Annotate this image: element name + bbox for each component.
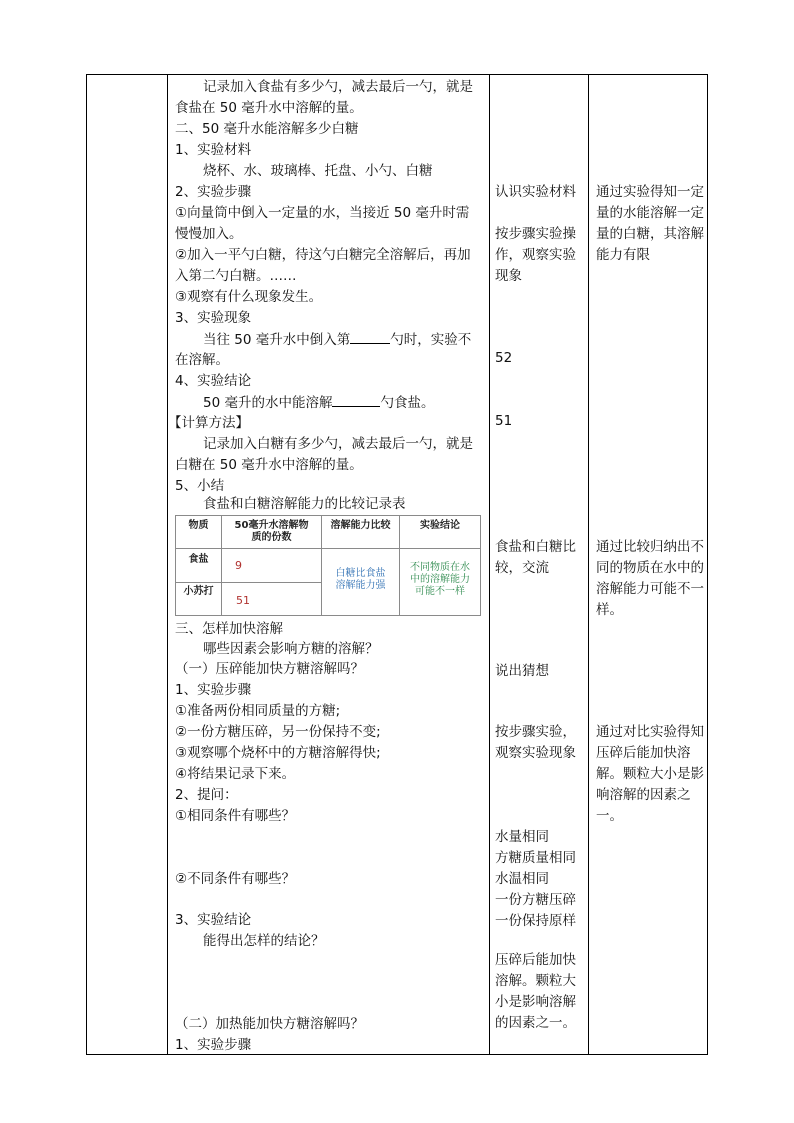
text-line: ④将结果记录下来。 [175,766,296,782]
text-line-fill-blank [203,329,471,351]
subheading: 2、实验步骤 [175,184,252,200]
inner-table-caption: 食盐和白糖溶解能力的比较记录表 [203,496,406,512]
text-line: 记录加入白糖有多少勺，减去最后一勺，就是 [203,436,473,452]
text-segment: 50 毫升的水中能溶解 [203,395,333,411]
text-line: 烧杯、水、玻璃棒、托盘、小勺、白糖 [203,163,433,179]
text-line: 白糖在 50 毫升水中溶解的量。 [175,457,363,473]
comparison-result-line2: 溶解能力强 [335,580,386,591]
answer-line: 水量相同 [495,829,549,845]
table-top-border [86,74,708,75]
text-line: 在溶解。 [175,352,229,368]
table-border-col1 [167,74,168,1055]
table-grid-line [176,548,480,549]
subheading: （二）加热能加快方糖溶解吗？ [175,1016,364,1032]
student-activity: 按步骤实验，观察实验现象 [495,724,576,761]
answer-value: 51 [495,413,513,429]
comparison-result-line1: 白糖比食盐 [335,568,386,579]
text-line: 入第二勺白糖。…… [175,268,297,284]
subheading: 【计算方法】 [168,415,249,431]
conclusion-line1: 不同物质在水 [410,562,470,573]
text-line: 慢慢加入。 [175,226,243,242]
text-line: 能得出怎样的结论？ [203,933,325,949]
header-comparison: 溶解能力比较 [330,520,391,531]
text-line: ①向量筒中倒入一定量的水，当接近 50 毫升时需 [175,205,470,221]
student-activity: 按步骤实验操作，观察实验现象 [495,226,576,284]
header-portions [222,520,321,544]
table-border-col3 [588,74,589,1055]
text-segment: 勺食盐。 [380,395,435,411]
text-line: 哪些因素会影响方糖的溶解？ [203,641,379,657]
text-line: 食盐在 50 毫升水中溶解的量。 [175,100,363,116]
row-salt-value: 9 [235,559,242,572]
text-line: ③观察哪个烧杯中的方糖溶解得快; [175,745,381,761]
subheading: （一）压碎能加快方糖溶解吗？ [175,661,364,677]
text-line: ②不同条件有哪些？ [175,871,296,887]
conclusion-line2: 中的溶解能力 [410,574,470,585]
text-line: ②加入一平勺白糖，待这勺白糖完全溶解后，再加 [175,247,471,263]
table-border-right [707,74,708,1055]
text-segment: 勺时，实验不 [390,332,472,348]
design-intent: 通过对比实验得知压碎后能加快溶解。颗粒大小是影响溶解的因素之一。 [596,724,704,824]
student-activity: 说出猜想 [495,663,549,679]
design-intent: 通过比较归纳出不同的物质在水中的溶解能力可能不一样。 [596,539,704,618]
row-soda-value: 51 [236,594,250,607]
text-line: ①相同条件有哪些？ [175,808,296,824]
answer-line: 方糖质量相同 [495,850,576,866]
answer-value: 52 [495,350,513,366]
table-grid-line [176,582,321,583]
fill-blank [332,392,380,407]
subheading: 3、实验现象 [175,310,252,326]
header-substance: 物质 [188,520,209,531]
conclusion-text [400,562,480,598]
header-portions-line2: 质的份数 [251,532,292,543]
answer-line: 一份保持原样 [495,913,576,929]
answer-line: 一份方糖压碎 [495,892,576,908]
subheading: 1、实验步骤 [175,1037,252,1053]
text-line-fill-blank [203,392,434,414]
subheading: 3、实验结论 [175,912,252,928]
text-segment: 当往 50 毫升水中倒入第 [203,332,351,348]
subheading: 1、实验步骤 [175,682,252,698]
table-border-left [86,74,87,1055]
answer-conclusion: 压碎后能加快溶解。颗粒大小是影响溶解的因素之一。 [495,952,576,1031]
section-heading: 二、50 毫升水能溶解多少白糖 [175,121,359,137]
row-salt-name: 食盐 [188,554,209,565]
text-line: ①准备两份相同质量的方糖; [175,703,341,719]
comparison-table [175,515,481,616]
text-line: ③观察有什么现象发生。 [175,289,323,305]
comparison-result [322,568,399,592]
text-line: 记录加入食盐有多少勺，减去最后一勺，就是 [203,79,473,95]
header-conclusion: 实验结论 [420,520,460,531]
answer-line: 水温相同 [495,871,549,887]
conclusion-line3: 可能不一样 [415,586,465,597]
student-activity: 认识实验材料 [495,184,576,200]
section-heading: 三、怎样加快溶解 [175,621,283,637]
row-soda-name: 小苏打 [183,586,214,597]
fill-blank [350,329,390,344]
table-border-col2 [489,74,490,1055]
student-activity: 食盐和白糖比较，交流 [495,539,576,576]
text-line: ②一份方糖压碎，另一份保持不变; [175,724,381,740]
subheading: 1、实验材料 [175,142,252,158]
subheading: 5、小结 [175,478,225,494]
subheading: 2、提问： [175,787,238,803]
subheading: 4、实验结论 [175,373,252,389]
design-intent: 通过实验得知一定量的水能溶解一定量的白糖，其溶解能力有限 [596,184,704,263]
header-portions-line1: 50毫升水溶解物 [234,520,309,531]
